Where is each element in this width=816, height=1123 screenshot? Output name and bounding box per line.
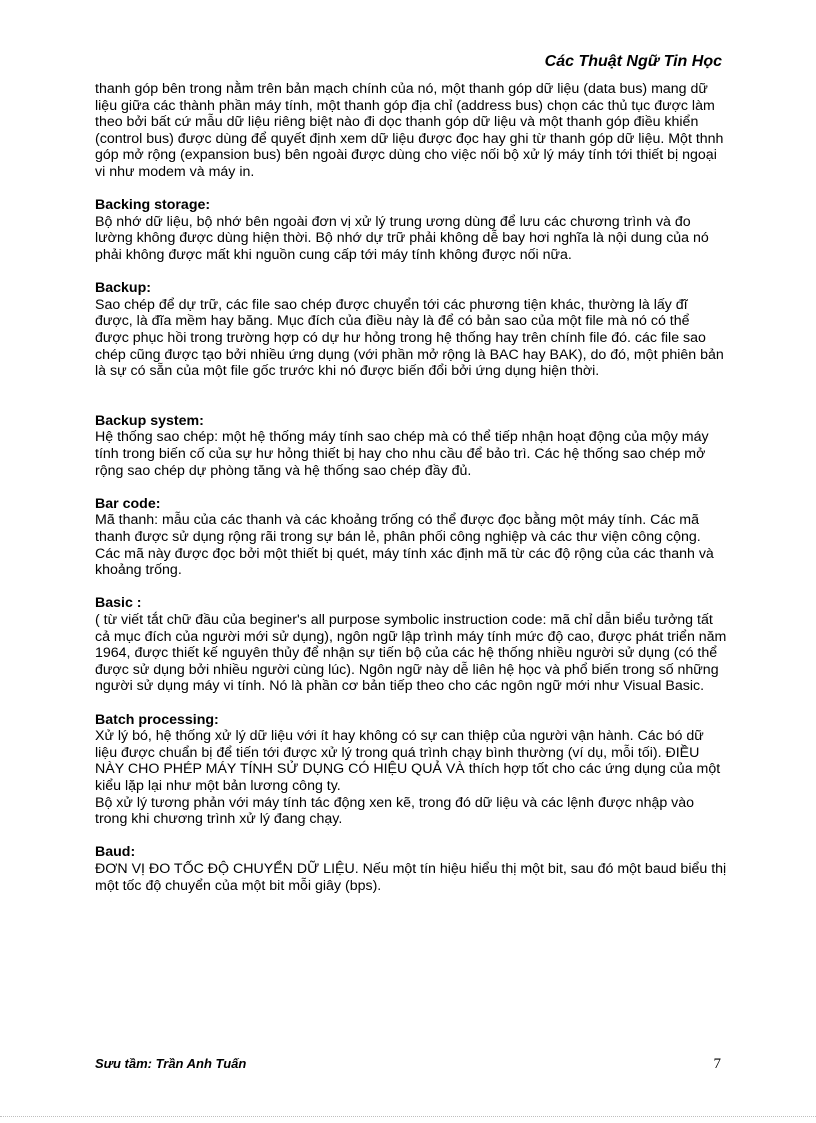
footer-credit: Sưu tầm: Trần Anh Tuấn	[95, 1056, 247, 1071]
term-heading: Backup system:	[95, 412, 204, 429]
entry-backing-storage	[95, 197, 727, 263]
term-heading: Batch processing:	[95, 711, 219, 728]
term-heading: Backing storage:	[95, 197, 211, 214]
page-number: 7	[713, 1056, 721, 1072]
term-heading: Backup:	[95, 280, 151, 297]
entry-bar-code	[95, 496, 727, 579]
term-definition: Mã thanh: mẫu của các thanh và các khoảng trống có thể được đọc bằng một máy tính. Các mã thanh được sử dụng rộng rãi trong sự bán lẻ, phân phối công nghiệp và các thư viện công cộng. Các mã này được đọc bởi một thiết bị quét, máy tính xác định mã từ các độ rộng của các thanh và khoảng trống.	[95, 512, 714, 579]
entry-basic	[95, 595, 727, 695]
intro-paragraph-block	[95, 81, 727, 181]
term-definition: Sao chép để dự trữ, các file sao chép được chuyển tới các phương tiện khác, thường là lấy đĩ được, là đĩa mềm hay băng. Mục đích của điều này là để có bản sao của một file mà nó có thể được phục hồi trong trường hợp có dự hư hỏng trong hệ thống hay trên chính file đó. các file sao chép cũng được tạo bởi nhiều ứng dụng (với phần mở rộng là BAC hay BAK), do đó, một phiên bản là sự có sẵn của một file gốc trước khi nó được biến đổi bởi ứng dụng hiện thời.	[95, 296, 724, 380]
entry-baud	[95, 844, 727, 894]
term-definition: Bộ nhớ dữ liệu, bộ nhớ bên ngoài đơn vị xử lý trung ương dùng để lưu các chương trình và đo lường không được dùng hiện thời. Bộ nhớ dự trữ phải không dễ bay hơi nghĩa là nội dung của nó phải không được mất khi nguồn cung cấp tới máy tính không được nối nữa.	[95, 213, 709, 263]
page-bottom-divider	[0, 1116, 816, 1117]
term-definition: Xử lý bó, hệ thống xử lý dữ liệu với ít hay không có sự can thiệp của người vận hành. Các bó dữ liệu được chuẩn bị để tiến tới được xử lý trong quá trình chạy bình thường (ví dụ, mỗi tối). ĐIỀU NÀY CHO PHÉP MÁY TÍNH SỬ DỤNG CÓ HIỆU QUẢ VÀ thích hợp tốt cho các ứng dụng của một kiểu lặp lại như một bản lương công ty.	[95, 728, 721, 794]
term-heading: Basic :	[95, 595, 142, 612]
term-definition: Hệ thống sao chép: một hệ thống máy tính sao chép mà có thể tiếp nhận hoạt động của mộy máy tính trong biến cố của sự hư hỏng thiết bị hay cho nhu cầu để bảo trì. Các hệ thống sao chép mở rộng sao chép dự phòng tăng và hệ thống sao chép đầy đủ.	[95, 429, 709, 479]
running-header: Các Thuật Ngữ Tin Học	[544, 53, 722, 70]
document-body	[95, 81, 727, 911]
entry-backup-system	[95, 413, 727, 479]
entry-batch-processing	[95, 712, 727, 828]
entry-backup	[95, 280, 727, 380]
intro-paragraph: thanh góp bên trong nằm trên bản mạch chính của nó, một thanh góp dữ liệu (data bus) mang dữ liệu giữa các thành phần máy tính, một thanh góp địa chỉ (address bus) chọn các thủ tục được làm theo bởi bất cứ mẫu dữ liệu riêng biệt nào đi dọc thanh góp dữ liệu và một thanh góp điều khiển (control bus) được dùng để quyết định xem dữ liệu được đọc hay ghi từ thanh góp dữ liệu. Một thnh góp mở rộng (expansion bus) bên ngoài được dùng cho việc nối bộ xử lý máy tính tới thiết bị ngoại vi như modem và máy in.	[95, 81, 724, 180]
term-definition: ( từ viết tắt chữ đầu của beginer's all purpose symbolic instruction code: mã chỉ dẫn biểu tưởng tất cả mục đích của người mới sử dụng), ngôn ngữ lập trình máy tính mức độ cao, được phát triển năm 1964, được thiết kế nguyên thủy để nhận sự tiến bộ của các hệ thống nhiều người sử dụng (có thể được sử dụng bởi nhiều người cùng lúc). Ngôn ngữ này dễ liên hệ học và phổ biến trong số những người sử dụng máy vi tính. Nó là phần cơ bản tiếp theo cho các ngôn ngữ mới như Visual Basic.	[95, 612, 727, 695]
term-heading: Bar code:	[95, 495, 161, 512]
term-definition-continued: Bộ xử lý tương phản với máy tính tác động xen kẽ, trong đó dữ liệu và các lệnh được nhập vào trong khi chương trình xử lý đang chạy.	[95, 794, 695, 828]
term-heading: Baud:	[95, 844, 136, 861]
page-footer	[95, 1056, 727, 1076]
term-definition: ĐƠN VỊ ĐO TỐC ĐỘ CHUYỂN DỮ LIỆU. Nếu một tín hiệu hiểu thị một bit, sau đó một baud biểu thị một tốc độ chuyển của một bit mỗi giây (bps).	[95, 860, 727, 894]
